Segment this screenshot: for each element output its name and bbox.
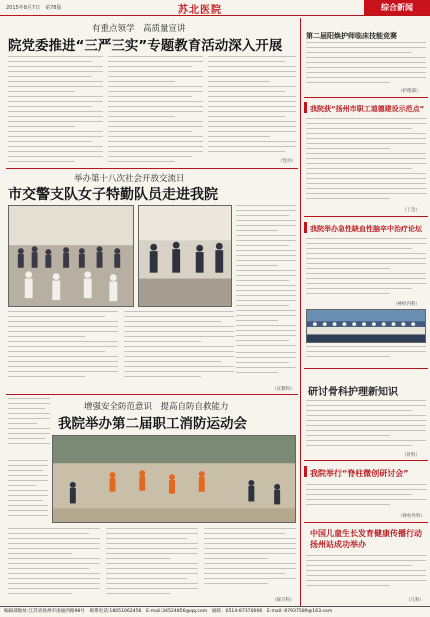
- sidebar-headline-1[interactable]: 第二届阳焕护师临床技能竞赛: [306, 32, 397, 40]
- sidebar-body-4: [306, 400, 426, 452]
- sidebar-headline-2[interactable]: 我院获“扬州市职工道德建设示范点”: [310, 105, 425, 113]
- lead-kicker: 有重点领学 高质量宣讲: [92, 24, 186, 34]
- traffic-body-col3b: [236, 352, 296, 384]
- fire-photo-race: [52, 435, 296, 523]
- sidebar-byline-6: （儿科）: [406, 598, 424, 603]
- traffic-body-col3: [236, 205, 296, 350]
- issue-date: 2015年8月7日 第78版: [6, 5, 62, 11]
- sidebar-headline-6[interactable]: 中国儿童生长发育健康传播行动扬州站成功举办: [310, 529, 422, 549]
- sidebar-body-3b: [306, 346, 426, 366]
- newspaper-logo: 苏北医院: [178, 5, 222, 16]
- sidebar-body-2: [306, 118, 426, 206]
- sidebar-headline-4[interactable]: 研讨骨科护理新知识: [308, 387, 398, 398]
- traffic-photo-visit: [138, 205, 232, 307]
- sidebar-byline-5: （脊柱外科）: [398, 514, 425, 519]
- lead-body-col1: [8, 56, 103, 166]
- traffic-photo-ceremony: [8, 205, 134, 307]
- sidebar-body-3: [306, 238, 426, 300]
- fire-body-side: [8, 460, 48, 526]
- sidebar-body-6: [306, 555, 426, 595]
- fire-kicker: 增强安全防范意识 提高自防自救能力: [84, 402, 229, 412]
- traffic-byline: （宣教科）: [272, 387, 295, 392]
- fire-headline[interactable]: 我院举办第二届职工消防运动会: [58, 416, 247, 432]
- sidebar-divider: [304, 368, 428, 369]
- traffic-body-col1: [8, 311, 118, 381]
- fire-body-lead: [8, 398, 50, 456]
- sidebar-divider: [304, 460, 428, 461]
- sidebar-byline-4: （骨科）: [402, 453, 420, 458]
- sidebar-marker: [304, 466, 307, 477]
- sidebar-headline-5[interactable]: 我院举行“脊柱微创研讨会”: [310, 469, 409, 478]
- footer-contact: 编辑部地址:江苏省扬州市南通西路98号 联系电话:18051062456 E-mail:34524856@qq.com 通联：0514-87370006 E-mail: 87937589@163.com: [0, 606, 430, 617]
- column-divider: [300, 18, 301, 606]
- section-divider: [6, 168, 298, 169]
- fire-body-col2: [106, 528, 198, 602]
- sidebar-divider: [304, 97, 428, 98]
- sidebar-marker: [304, 102, 307, 113]
- masthead: [0, 0, 430, 16]
- sidebar-divider: [304, 522, 428, 523]
- sidebar-headline-3[interactable]: 我院举办急性缺血性脑卒中治疗论坛: [310, 225, 422, 233]
- lead-body-col2: [108, 56, 203, 166]
- sidebar-byline-2: （工会）: [402, 208, 420, 213]
- traffic-body-col2: [124, 311, 234, 381]
- lead-body-col3: [208, 56, 296, 156]
- sidebar-divider: [304, 216, 428, 217]
- section-tab[interactable]: 综合新闻: [364, 0, 430, 15]
- sidebar-byline-3: （神经内科）: [393, 302, 420, 307]
- traffic-headline[interactable]: 市交警支队女子特勤队员走进我院: [8, 187, 218, 203]
- fire-byline: （保卫科）: [272, 598, 295, 603]
- section-divider: [6, 394, 298, 395]
- sidebar-body-1: [306, 42, 426, 88]
- sidebar-body-5: [306, 484, 426, 514]
- lead-headline[interactable]: 院党委推进“三严三实”专题教育活动深入开展: [8, 38, 283, 54]
- fire-body-col3: [204, 528, 296, 594]
- lead-byline: （党办）: [278, 159, 296, 164]
- sidebar-byline-1: （护理部）: [398, 89, 421, 94]
- fire-body-col1: [8, 528, 100, 602]
- sidebar-photo-group: [306, 309, 426, 343]
- traffic-kicker: 举办第十八次社会开放交流日: [74, 174, 185, 184]
- sidebar-marker: [304, 222, 307, 233]
